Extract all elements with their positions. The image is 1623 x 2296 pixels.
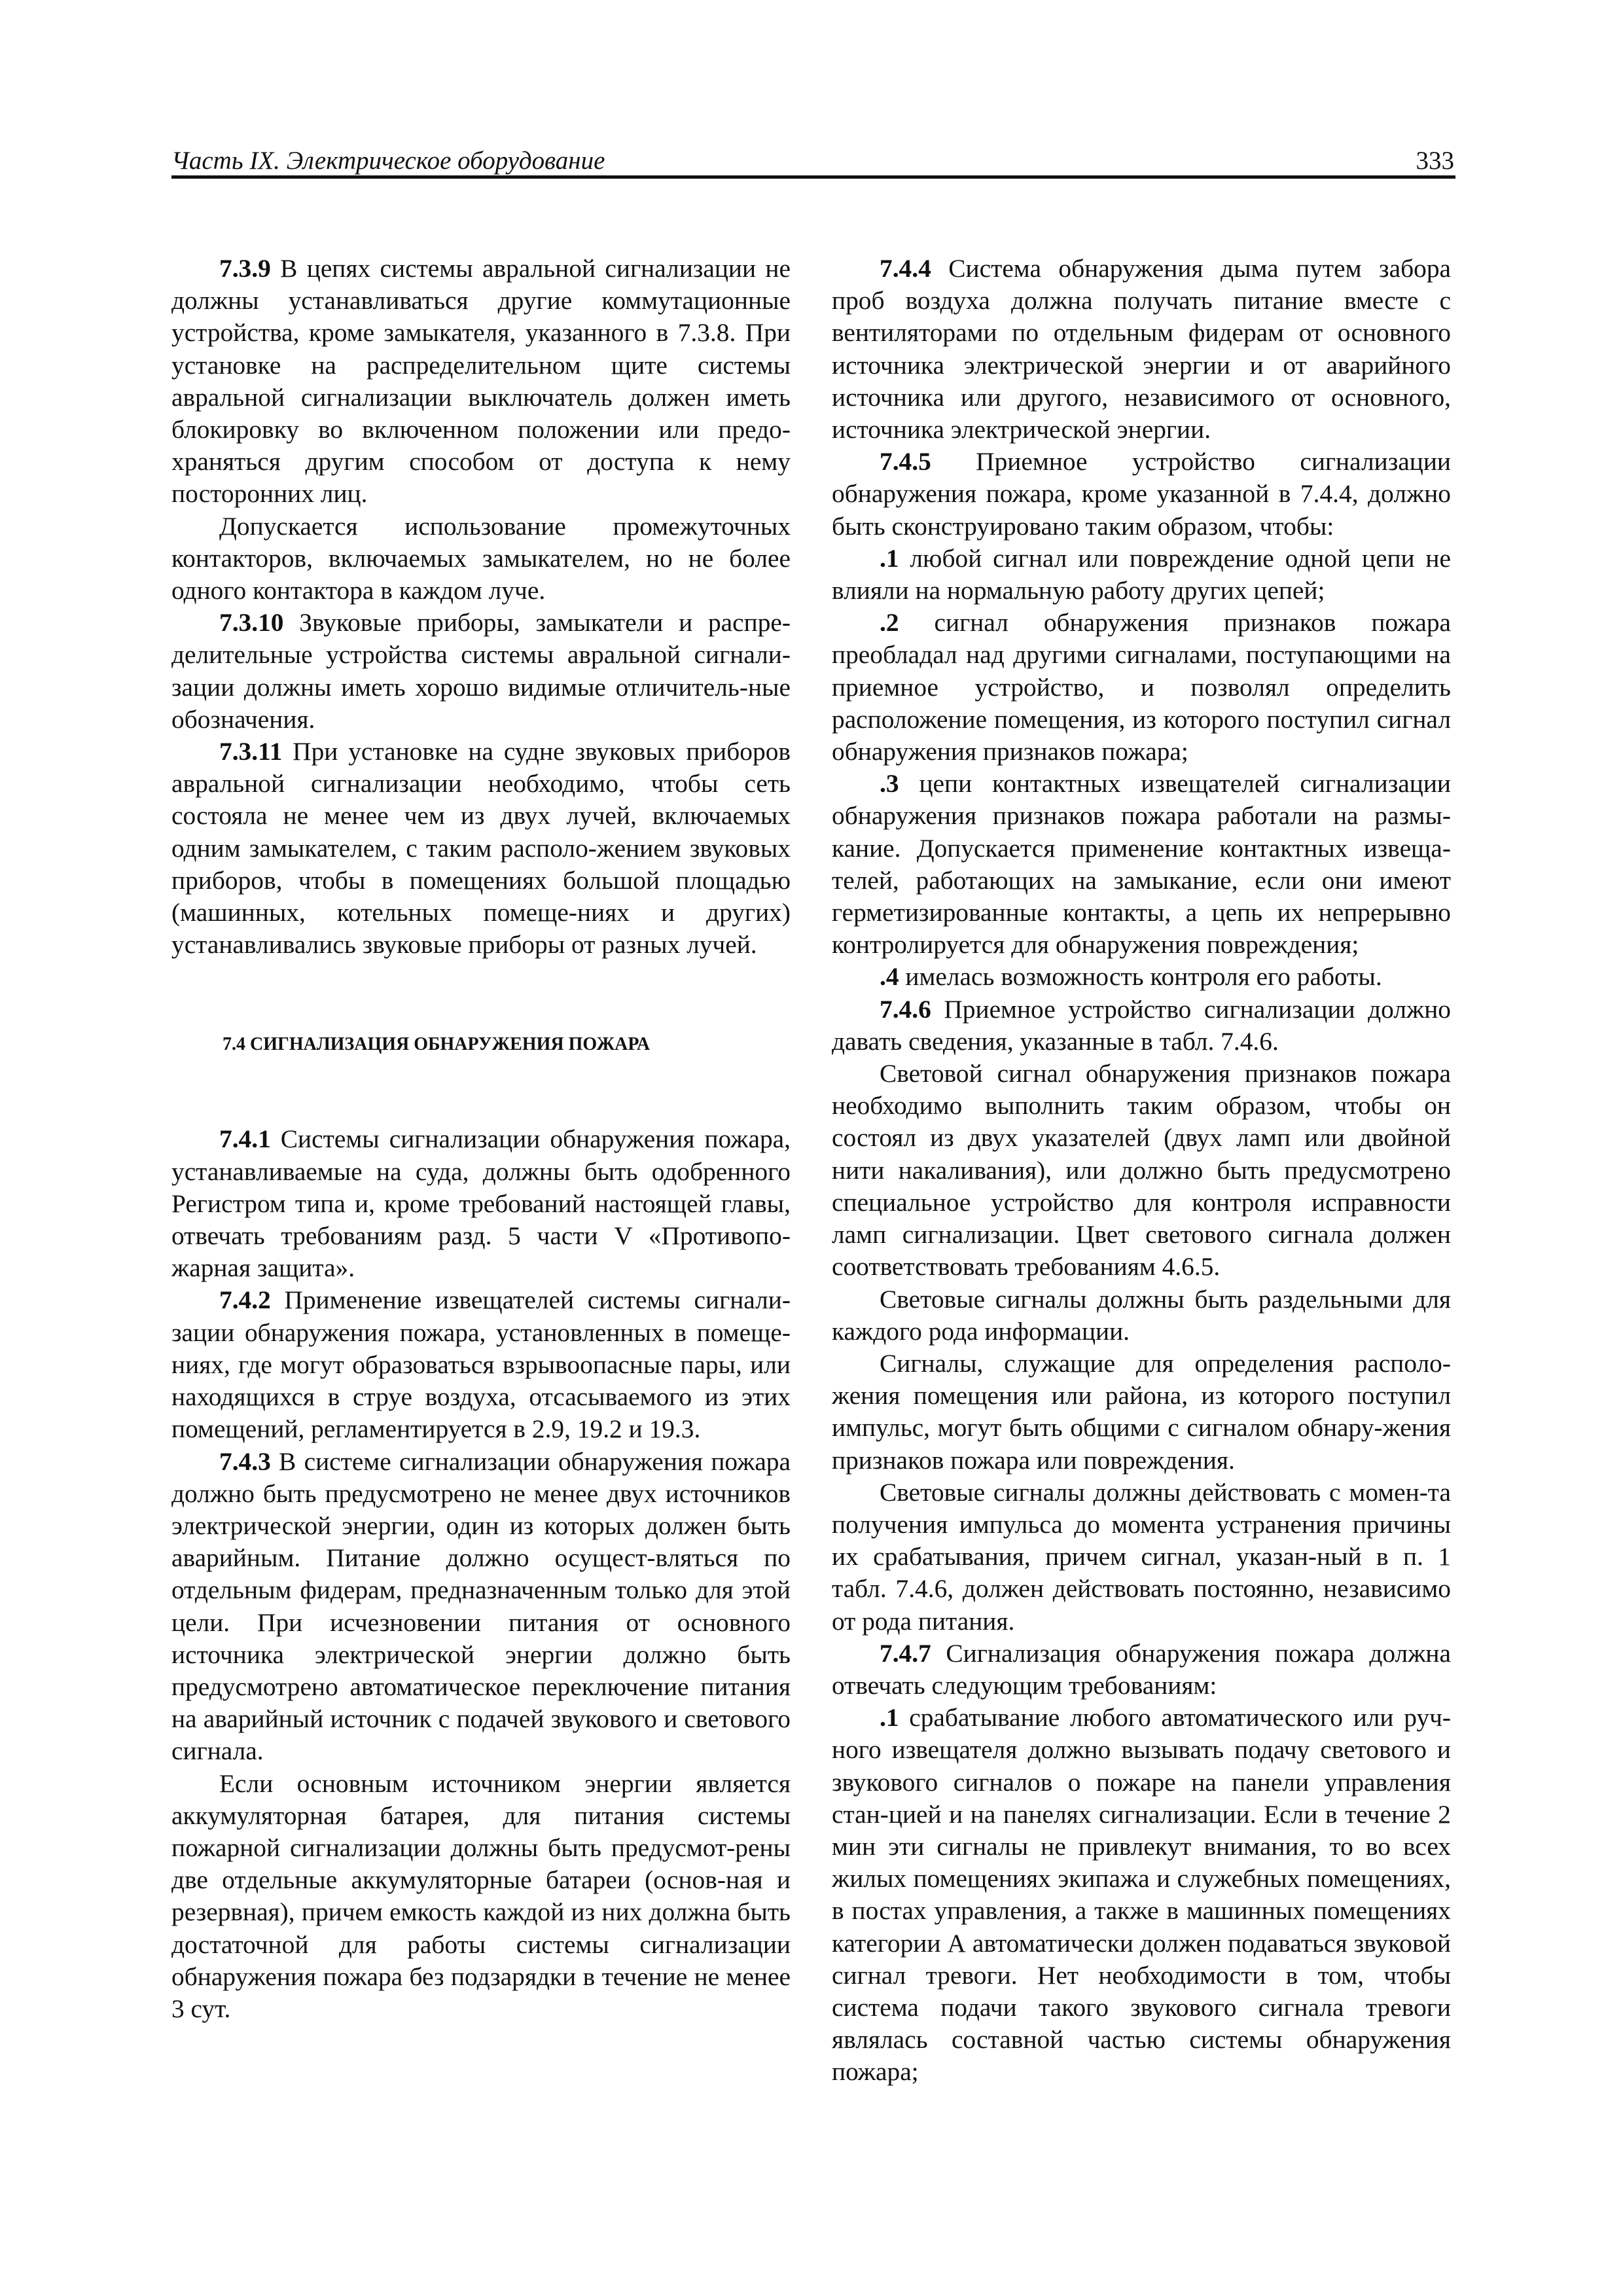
paragraph xyxy=(832,1058,1451,1283)
clause-number: 7.4.4 xyxy=(880,254,931,283)
paragraph-7-3-10 xyxy=(171,607,791,736)
paragraph-text: Сигнализация обнаружения пожара должна отвечать следующим требованиям: xyxy=(832,1638,1451,1700)
paragraph-text: любой сигнал или повреждение одной цепи не влияли на нормальную работу других цепей; xyxy=(832,543,1451,605)
clause-number: 7.3.10 xyxy=(219,608,284,637)
paragraph-text: Системы сигнализации обнаружения пожара, устанавливаемые на суда, должны быть одобренного Регистром типа и, кроме требований настоящей главы, отвечать требованиям разд. 5 части V «Противопо-жарная защита». xyxy=(171,1124,791,1283)
paragraph-text: имелась возможность контроля его работы. xyxy=(899,962,1382,992)
right-column xyxy=(832,253,1451,2089)
paragraph-text: Допускается использование промежуточных контакторов, включаемых замыкателем, но не более одного контактора в каждом луче. xyxy=(171,511,791,605)
clause-number: 7.4.3 xyxy=(219,1446,271,1476)
item-number: .1 xyxy=(880,1703,899,1732)
clause-number: 7.4.6 xyxy=(880,994,931,1024)
clause-number: 7.4.1 xyxy=(219,1124,271,1154)
paragraph-text: Звуковые приборы, замыкатели и распре-делительные устройства системы авральной сигнали-зации должны иметь хорошо видимые отличитель-ные обозначения. xyxy=(171,608,791,734)
section-heading: 7.4 СИГНАЛИЗАЦИЯ ОБНАРУЖЕНИЯ ПОЖАРА xyxy=(223,1034,651,1055)
header-title: Часть IX. Электрическое оборудование xyxy=(171,147,605,175)
paragraph-text: Применение извещателей системы сигнали-зации обнаружения пожара, установленных в помеще-ниях, где могут образоваться взрывоопасные пары, или находящихся в струе воздуха, отсасываемого из этих помещений, регламентируется в 2.9, 19.2 и 19.3. xyxy=(171,1285,791,1444)
list-item xyxy=(832,961,1451,993)
paragraph-text: Световые сигналы должны действовать с момен-та получения импульса до момента устранения причины их срабатывания, причем сигнал, указан-ный в п. 1 табл. 7.4.6, должен действовать постоянно, независимо от рода питания. xyxy=(832,1477,1451,1636)
clause-number: 7.3.11 xyxy=(219,737,283,766)
paragraph-text: Сигналы, служащие для определения располо-жения помещения или района, из которого поступил импульс, могут быть общими с сигналом обнару-жения признаков пожара или повреждения. xyxy=(832,1348,1451,1475)
page-number: 333 xyxy=(1416,147,1454,175)
item-number: .4 xyxy=(880,962,899,992)
spacer xyxy=(171,961,791,1031)
clause-number: 7.3.9 xyxy=(219,254,271,283)
paragraph-text: При установке на судне звуковых приборов авральной сигнализации необходимо, чтобы сеть состояла не менее чем из двух лучей, включаемых одним замыкателем, с таким располо-жением звуковых приборов, чтобы в помещениях большой площадью (машинных, котельных помеще-ниях и других) устанавливались звуковые приборы от разных лучей. xyxy=(171,737,791,960)
paragraph-text: Система обнаружения дыма путем забора проб воздуха должна получать питание вместе с вентиляторами по отдельным фидерам от основного источника электрической энергии и от аварийного источника или другого, независимого от основного, источника электрической энергии. xyxy=(832,254,1451,444)
list-item xyxy=(832,1702,1451,2088)
paragraph-7-3-9 xyxy=(171,253,791,511)
paragraph-7-4-7 xyxy=(832,1638,1451,1702)
paragraph xyxy=(832,1283,1451,1348)
paragraph-text: Световые сигналы должны быть раздельными для каждого рода информации. xyxy=(832,1284,1451,1346)
paragraph-7-4-5 xyxy=(832,446,1451,543)
paragraph-7-3-11 xyxy=(171,736,791,961)
paragraph-text: В системе сигнализации обнаружения пожара должно быть предусмотрено не менее двух источников электрической энергии, один из которых должен быть аварийным. Питание должно осущест-вляться по отдельным фидерам, предназначенным только для этой цели. При исчезновении питания от основного источника электрической энергии должно быть предусмотрено автоматическое переключение питания на аварийный источник с подачей звукового и светового сигнала. xyxy=(171,1446,791,1766)
list-item xyxy=(832,607,1451,768)
paragraph xyxy=(171,1768,791,2026)
paragraph xyxy=(832,1348,1451,1477)
paragraph-7-4-6 xyxy=(832,994,1451,1058)
paragraph-text: Световой сигнал обнаружения признаков пожара необходимо выполнить таким образом, чтобы он состоял из двух указателей (двух ламп или двойной нити накаливания), или должно быть предусмотрено специальное устройство для контроля исправности ламп сигнализации. Цвет светового сигнала должен соответствовать требованиям 4.6.5. xyxy=(832,1059,1451,1282)
paragraph-text: Приемное устройство сигнализации обнаружения пожара, кроме указанной в 7.4.4, должно быть сконструировано таким образом, чтобы: xyxy=(832,447,1451,541)
item-number: .2 xyxy=(880,608,899,637)
paragraph xyxy=(832,1477,1451,1638)
paragraph-text: сигнал обнаружения признаков пожара преобладал над другими сигналами, поступающими на приемное устройство, и позволял определить расположение помещения, из которого поступил сигнал обнаружения признаков пожара; xyxy=(832,608,1451,766)
item-number: .1 xyxy=(880,543,899,573)
item-number: .3 xyxy=(880,769,899,798)
paragraph-7-4-4 xyxy=(832,253,1451,446)
list-item xyxy=(832,543,1451,607)
list-item xyxy=(832,768,1451,961)
clause-number: 7.4.5 xyxy=(880,447,931,476)
header-rule xyxy=(171,175,1455,179)
paragraph-text: Приемное устройство сигнализации должно давать сведения, указанные в табл. 7.4.6. xyxy=(832,994,1451,1056)
paragraph xyxy=(171,511,791,607)
paragraph-text: В цепях системы авральной сигнализации не должны устанавливаться другие коммутационные устройства, кроме замыкателя, указанного в 7.3.8. При установке на распределительном щите системы авральной сигнализации выключатель должен иметь блокировку во включенном положении или предо-храняться другим способом от доступа к нему посторонних лиц. xyxy=(171,254,791,509)
left-column xyxy=(171,253,791,2025)
paragraph-text: срабатывание любого автоматического или руч-ного извещателя должно вызывать подачу светового и звукового сигналов о пожаре на панели управления стан-цией и на панелях сигнализации. Если в течение 2 мин эти сигналы не привлекут внимания, то во всех жилых помещениях экипажа и служебных помещениях, в постах управления, а также в машинных помещениях категории А автоматически должен подаваться звуковой сигнал тревоги. Нет необходимости в том, чтобы система подачи такого звукового сигнала тревоги являлась составной частью системы обнаружения пожара; xyxy=(832,1703,1451,2087)
clause-number: 7.4.2 xyxy=(219,1285,271,1315)
paragraph-7-4-3 xyxy=(171,1446,791,1768)
paragraph-text: Если основным источником энергии является аккумуляторная батарея, для питания системы пожарной сигнализации должны быть предусмот-рены две отдельные аккумуляторные батареи (основ-ная и резервная), причем емкость каждой из них должна быть достаточной для работы системы сигнализации обнаружения пожара без подзарядки в течение не менее 3 сут. xyxy=(171,1768,791,2023)
paragraph-text: цепи контактных извещателей сигнализации обнаружения признаков пожара работали на размы-кание. Допускается применение контактных извеща-телей, работающих на замыкание, если они имеют герметизированные контакты, а цепь их непрерывно контролируется для обнаружения повреждения; xyxy=(832,769,1451,960)
spacer xyxy=(171,1058,791,1123)
paragraph-7-4-2 xyxy=(171,1284,791,1445)
running-header xyxy=(171,140,1454,177)
paragraph-7-4-1 xyxy=(171,1123,791,1284)
clause-number: 7.4.7 xyxy=(880,1638,931,1668)
